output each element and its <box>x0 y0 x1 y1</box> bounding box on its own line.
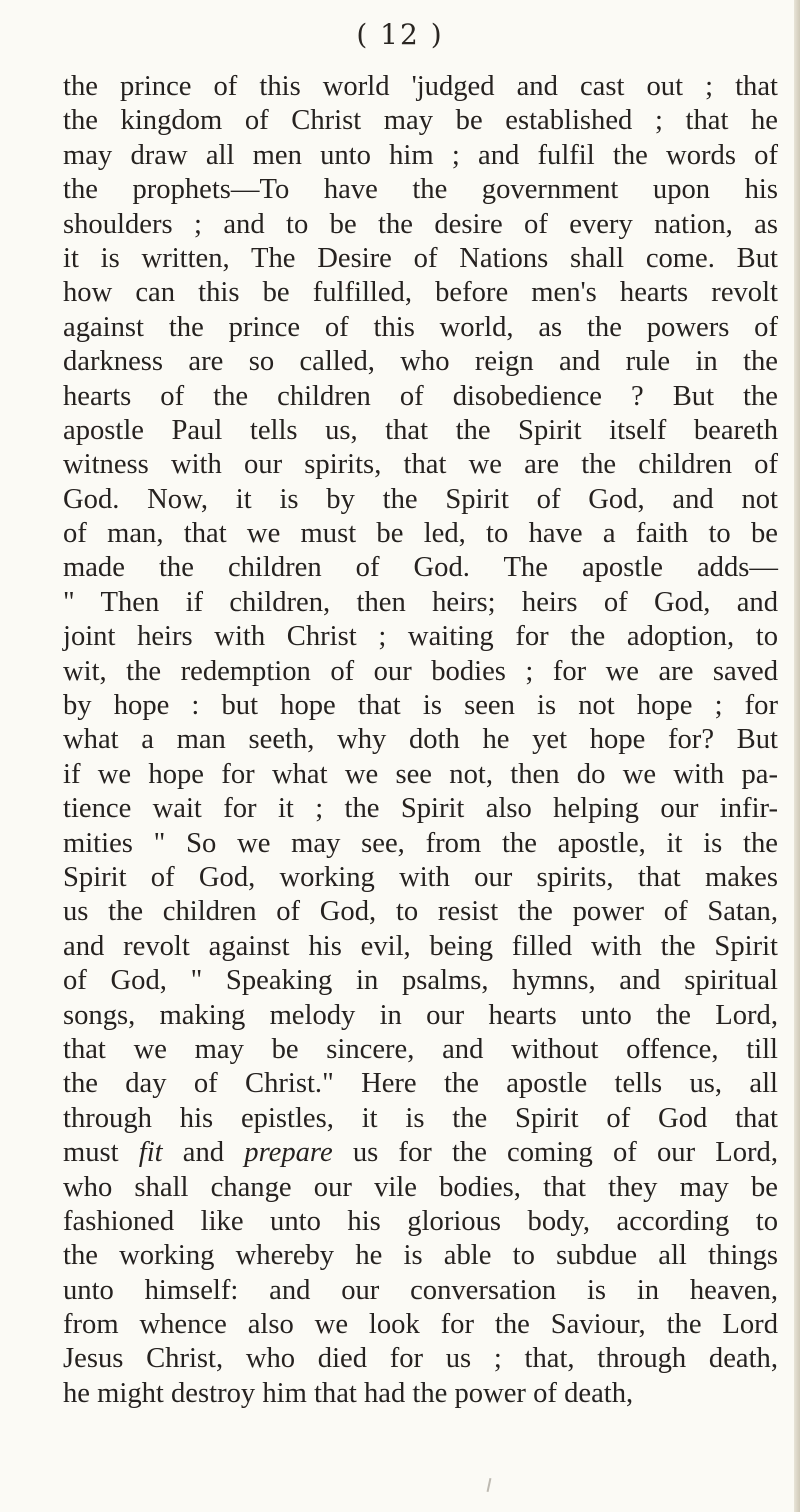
text-line: by hope : but hope that is seen is not hope ; for <box>63 690 778 722</box>
text-line: apostle Paul tells us, that the Spirit itself beareth <box>63 414 778 446</box>
text-line: God. Now, it is by the Spirit of God, and not <box>63 483 778 515</box>
text-run: and <box>162 1137 245 1169</box>
text-line: the working whereby he is able to subdue all things <box>63 1240 778 1272</box>
text-line: he might destroy him that had the power of death, <box>63 1377 634 1409</box>
text-run: us for the coming of our Lord, <box>332 1137 778 1169</box>
ink-speck <box>487 1478 492 1492</box>
text-line: of man, that we must be led, to have a faith to be <box>63 518 778 550</box>
text-line: songs, making melody in our hearts unto the Lord, <box>63 999 778 1031</box>
text-line: how can this be fulfilled, before men's hearts revolt <box>63 277 778 309</box>
text-line: may draw all men unto him ; and fulfil the words of <box>63 139 778 171</box>
emphasis-text: prepare <box>244 1137 333 1169</box>
text-line: joint heirs with Christ ; waiting for the adoption, to <box>63 621 778 653</box>
text-line: the day of Christ." Here the apostle tells us, all <box>63 1068 778 1100</box>
text-line: against the prince of this world, as the powers of <box>63 311 778 343</box>
text-line: the prince of this world 'judged and cast out ; that <box>63 71 778 102</box>
emphasis-text: fit <box>138 1137 163 1169</box>
text-line: the kingdom of Christ may be established ; that he <box>63 105 778 137</box>
text-line: " Then if children, then heirs; heirs of God, and <box>63 586 778 618</box>
text-line: shoulders ; and to be the desire of every nation, as <box>63 208 778 240</box>
text-line: who shall change our vile bodies, that they may be <box>63 1171 778 1203</box>
text-line: that we may be sincere, and without offence, till <box>63 1033 778 1065</box>
text-line: through his epistles, it is the Spirit of God that <box>63 1102 778 1134</box>
text-run: must <box>63 1137 139 1169</box>
text-line: unto himself: and our conversation is in heaven, <box>63 1274 778 1306</box>
text-line: Spirit of God, working with our spirits, that makes <box>63 861 778 893</box>
text-line: from whence also we look for the Saviour, the Lord <box>63 1309 778 1341</box>
text-line: darkness are so called, who reign and rule in the <box>63 346 778 378</box>
text-line <box>63 1136 778 1170</box>
text-line: tience wait for it ; the Spirit also helping our infir- <box>63 793 778 825</box>
text-line: the prophets—To have the government upon his <box>63 174 778 206</box>
text-line: and revolt against his evil, being filled with the Spirit <box>63 930 778 962</box>
text-line: what a man seeth, why doth he yet hope for? But <box>63 724 778 756</box>
text-line: us the children of God, to resist the power of Satan, <box>63 896 778 928</box>
text-line: mities " So we may see, from the apostle, it is the <box>63 827 778 859</box>
text-line: of God, " Speaking in psalms, hymns, and spiritual <box>63 965 778 997</box>
text-line: wit, the redemption of our bodies ; for we are saved <box>63 655 778 687</box>
body-text <box>63 70 778 1411</box>
page-edge <box>794 0 800 1512</box>
page-number: ( 12 ) <box>356 18 444 51</box>
text-line: fashioned like unto his glorious body, according to <box>63 1205 778 1237</box>
text-line: made the children of God. The apostle adds— <box>63 552 778 584</box>
text-line: if we hope for what we see not, then do we with pa- <box>63 758 778 790</box>
text-line: hearts of the children of disobedience ? But the <box>63 380 778 412</box>
text-line: Jesus Christ, who died for us ; that, through death, <box>63 1343 778 1375</box>
text-line: witness with our spirits, that we are the children of <box>63 449 778 481</box>
text-line: it is written, The Desire of Nations shall come. But <box>63 242 778 274</box>
